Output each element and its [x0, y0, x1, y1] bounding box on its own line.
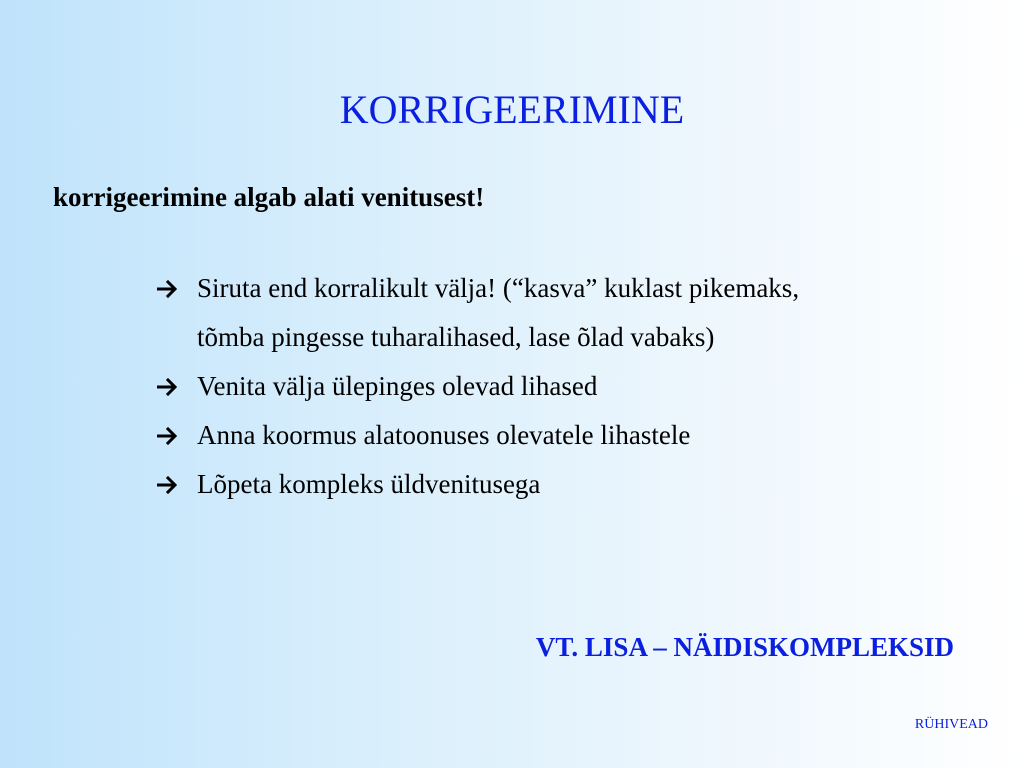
bullet-text: Anna koormus alatoonuses olevatele lihastele	[197, 420, 691, 450]
appendix-link[interactable]: VT. LISA – NÄIDISKOMPLEKSID	[535, 632, 954, 662]
list-item	[157, 411, 799, 460]
list-item	[157, 264, 799, 362]
list-item	[157, 362, 799, 411]
bullet-continuation: tõmba pingesse tuharalihased, lase õlad vabaks)	[197, 322, 715, 352]
bullet-list	[157, 264, 799, 509]
list-item	[157, 460, 799, 509]
slide-subtitle: korrigeerimine algab alati venitusest!	[53, 182, 485, 212]
right-arrow-icon	[157, 264, 197, 313]
bullet-text: Siruta end korralikult välja! (“kasva” kuklast pikemaks,	[197, 273, 800, 303]
bullet-text: Venita välja ülepinges olevad lihased	[197, 371, 598, 401]
footer-label: RÜHIVEAD	[914, 717, 988, 732]
right-arrow-icon	[157, 362, 197, 411]
bullet-text: Lõpeta kompleks üldvenitusega	[197, 469, 541, 499]
right-arrow-icon	[157, 460, 197, 509]
slide-title: KORRIGEERIMINE	[339, 87, 685, 132]
right-arrow-icon	[157, 411, 197, 460]
